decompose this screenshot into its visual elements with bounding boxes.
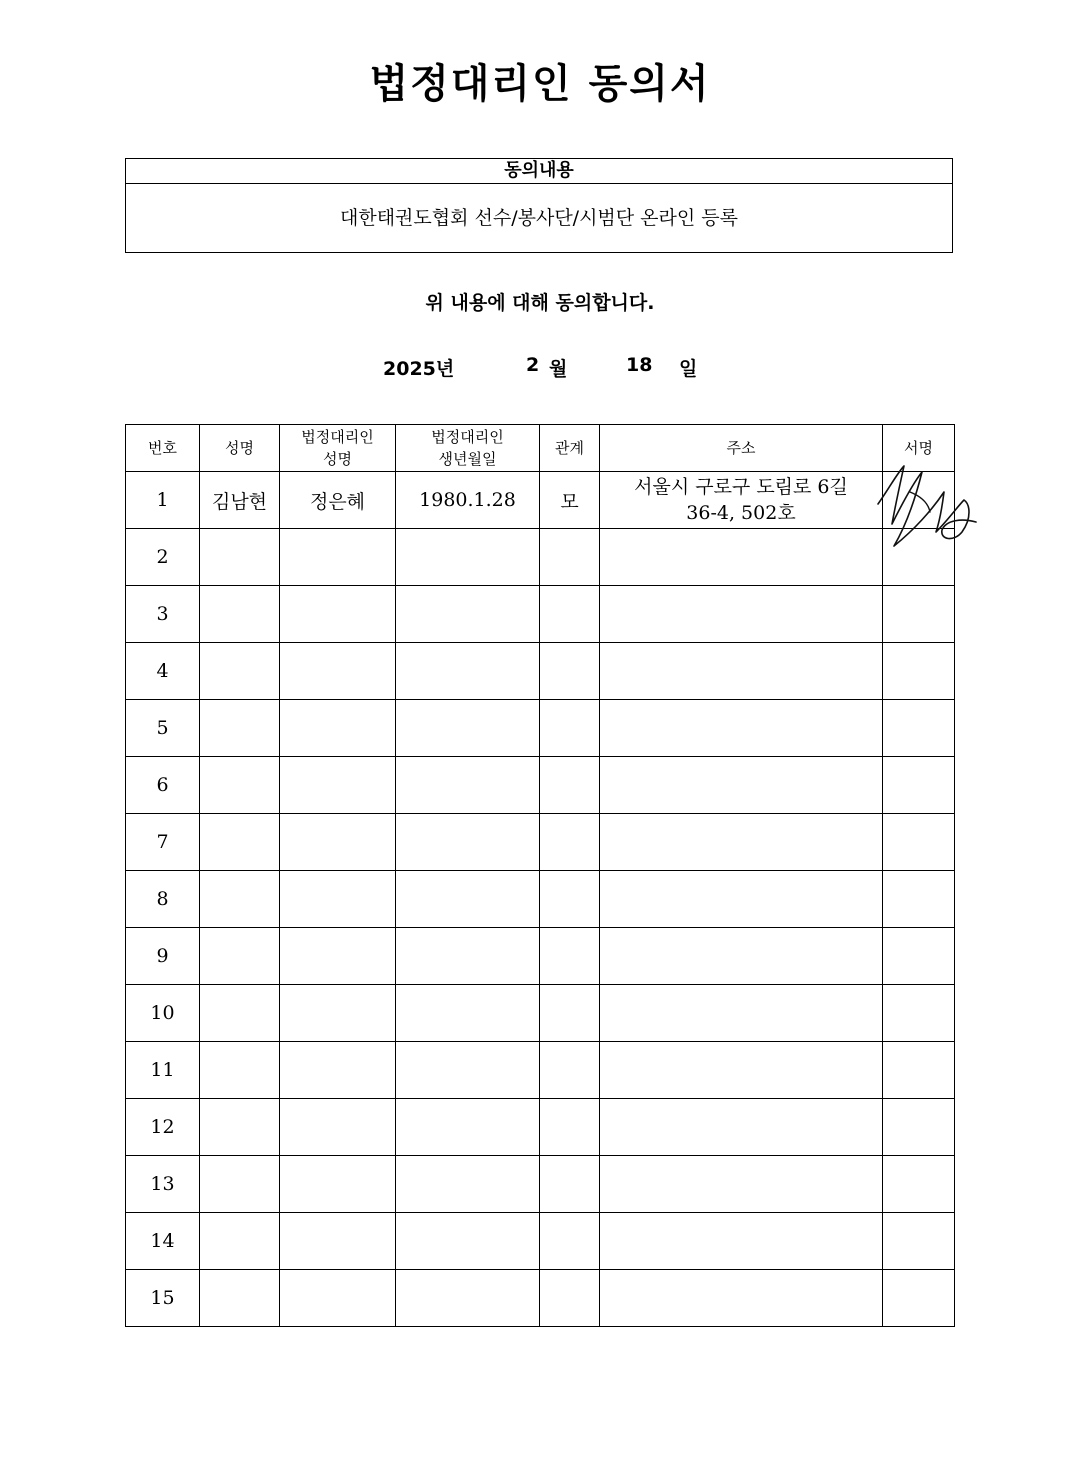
cell-guardian-birth bbox=[396, 871, 540, 928]
cell-guardian-birth bbox=[396, 928, 540, 985]
cell-address bbox=[600, 757, 883, 814]
cell-name bbox=[200, 1099, 280, 1156]
table-row bbox=[126, 1042, 955, 1099]
cell-relation bbox=[540, 1270, 600, 1327]
header-relation: 관계 bbox=[540, 425, 600, 472]
cell-no: 2 bbox=[126, 529, 200, 586]
table-row bbox=[126, 643, 955, 700]
cell-signature bbox=[883, 643, 955, 700]
cell-name bbox=[200, 985, 280, 1042]
cell-signature bbox=[883, 1213, 955, 1270]
cell-no: 1 bbox=[126, 472, 200, 529]
cell-no: 15 bbox=[126, 1270, 200, 1327]
table-row bbox=[126, 757, 955, 814]
date-month-value: 2 bbox=[526, 354, 540, 376]
cell-guardian-name bbox=[280, 529, 396, 586]
cell-guardian-birth bbox=[396, 985, 540, 1042]
cell-relation bbox=[540, 871, 600, 928]
document-title: 법정대리인 동의서 bbox=[369, 61, 711, 107]
cell-guardian-name bbox=[280, 871, 396, 928]
cell-relation bbox=[540, 700, 600, 757]
cell-guardian-name: 정은혜 bbox=[280, 472, 396, 529]
cell-no: 14 bbox=[126, 1213, 200, 1270]
cell-no: 9 bbox=[126, 928, 200, 985]
cell-guardian-birth bbox=[396, 1213, 540, 1270]
cell-address bbox=[600, 1156, 883, 1213]
header-no: 번호 bbox=[126, 425, 200, 472]
cell-guardian-birth bbox=[396, 586, 540, 643]
cell-relation bbox=[540, 757, 600, 814]
header-signature: 서명 bbox=[883, 425, 955, 472]
cell-guardian-name bbox=[280, 1270, 396, 1327]
cell-guardian-name bbox=[280, 1099, 396, 1156]
cell-guardian-name bbox=[280, 586, 396, 643]
cell-signature bbox=[883, 814, 955, 871]
date-day-unit: 일 bbox=[679, 358, 698, 380]
cell-signature bbox=[883, 757, 955, 814]
cell-name bbox=[200, 871, 280, 928]
table-row bbox=[126, 1099, 955, 1156]
header-guardian-name bbox=[280, 425, 396, 472]
cell-signature bbox=[883, 928, 955, 985]
cell-guardian-name bbox=[280, 985, 396, 1042]
cell-name bbox=[200, 1213, 280, 1270]
cell-address bbox=[600, 1213, 883, 1270]
table-row bbox=[126, 814, 955, 871]
cell-signature bbox=[883, 985, 955, 1042]
cell-name bbox=[200, 928, 280, 985]
cell-name bbox=[200, 529, 280, 586]
cell-guardian-name bbox=[280, 1213, 396, 1270]
cell-name bbox=[200, 586, 280, 643]
cell-guardian-birth bbox=[396, 757, 540, 814]
table-row bbox=[126, 928, 955, 985]
cell-relation: 모 bbox=[540, 472, 600, 529]
table-row bbox=[126, 1270, 955, 1327]
cell-signature bbox=[883, 1042, 955, 1099]
cell-guardian-name bbox=[280, 1156, 396, 1213]
cell-guardian-name bbox=[280, 700, 396, 757]
cell-guardian-name bbox=[280, 814, 396, 871]
cell-no: 11 bbox=[126, 1042, 200, 1099]
table-row bbox=[126, 586, 955, 643]
cell-address bbox=[600, 814, 883, 871]
table-row bbox=[126, 871, 955, 928]
cell-guardian-birth bbox=[396, 1156, 540, 1213]
table-row bbox=[126, 985, 955, 1042]
consent-header: 동의내용 bbox=[126, 159, 952, 184]
cell-no: 10 bbox=[126, 985, 200, 1042]
header-guardian-birth-line1: 법정대리인 bbox=[431, 428, 504, 446]
address-line2: 36-4, 502호 bbox=[686, 502, 796, 524]
cell-address bbox=[600, 643, 883, 700]
cell-signature bbox=[883, 586, 955, 643]
table-row bbox=[126, 529, 955, 586]
header-name: 성명 bbox=[200, 425, 280, 472]
cell-guardian-birth bbox=[396, 700, 540, 757]
cell-guardian-name bbox=[280, 757, 396, 814]
cell-address bbox=[600, 472, 883, 529]
cell-relation bbox=[540, 1213, 600, 1270]
cell-relation bbox=[540, 643, 600, 700]
cell-relation bbox=[540, 586, 600, 643]
cell-address bbox=[600, 1042, 883, 1099]
cell-relation bbox=[540, 1156, 600, 1213]
table-row bbox=[126, 700, 955, 757]
cell-no: 7 bbox=[126, 814, 200, 871]
cell-no: 13 bbox=[126, 1156, 200, 1213]
guardian-table bbox=[125, 424, 955, 1327]
cell-name bbox=[200, 700, 280, 757]
table-row bbox=[126, 1156, 955, 1213]
address-line1: 서울시 구로구 도림로 6길 bbox=[634, 476, 848, 498]
cell-relation bbox=[540, 814, 600, 871]
cell-name bbox=[200, 1042, 280, 1099]
cell-name bbox=[200, 1270, 280, 1327]
cell-guardian-name bbox=[280, 643, 396, 700]
agreement-text: 위 내용에 대해 동의합니다. bbox=[425, 292, 655, 314]
cell-no: 12 bbox=[126, 1099, 200, 1156]
cell-relation bbox=[540, 1042, 600, 1099]
table-row bbox=[126, 472, 955, 529]
cell-address bbox=[600, 529, 883, 586]
header-guardian-name-line2: 성명 bbox=[323, 450, 352, 468]
cell-guardian-birth bbox=[396, 1042, 540, 1099]
cell-guardian-birth bbox=[396, 814, 540, 871]
cell-no: 5 bbox=[126, 700, 200, 757]
cell-relation bbox=[540, 1099, 600, 1156]
cell-address bbox=[600, 586, 883, 643]
cell-address bbox=[600, 985, 883, 1042]
header-guardian-birth bbox=[396, 425, 540, 472]
cell-guardian-birth bbox=[396, 529, 540, 586]
cell-signature bbox=[883, 871, 955, 928]
cell-guardian-birth bbox=[396, 1099, 540, 1156]
cell-address bbox=[600, 871, 883, 928]
cell-no: 6 bbox=[126, 757, 200, 814]
cell-name bbox=[200, 814, 280, 871]
cell-guardian-birth bbox=[396, 1270, 540, 1327]
cell-address bbox=[600, 1099, 883, 1156]
consent-body: 대한태권도협회 선수/봉사단/시범단 온라인 등록 bbox=[339, 207, 738, 229]
cell-guardian-birth: 1980.1.28 bbox=[396, 472, 540, 529]
cell-no: 4 bbox=[126, 643, 200, 700]
table-header-row bbox=[126, 425, 955, 472]
cell-guardian-name bbox=[280, 1042, 396, 1099]
cell-relation bbox=[540, 928, 600, 985]
cell-no: 8 bbox=[126, 871, 200, 928]
table-row bbox=[126, 1213, 955, 1270]
header-guardian-name-line1: 법정대리인 bbox=[301, 428, 374, 446]
signature-icon bbox=[870, 462, 980, 552]
consent-box bbox=[125, 158, 953, 253]
cell-relation bbox=[540, 529, 600, 586]
header-address: 주소 bbox=[600, 425, 883, 472]
cell-signature bbox=[883, 1156, 955, 1213]
cell-no: 3 bbox=[126, 586, 200, 643]
cell-address bbox=[600, 700, 883, 757]
date-day-value: 18 bbox=[626, 354, 653, 376]
header-guardian-birth-line2: 생년월일 bbox=[438, 450, 497, 468]
cell-name bbox=[200, 757, 280, 814]
cell-guardian-birth bbox=[396, 643, 540, 700]
cell-name bbox=[200, 643, 280, 700]
cell-signature bbox=[883, 700, 955, 757]
date-year: 2025년 bbox=[383, 358, 455, 380]
cell-address bbox=[600, 928, 883, 985]
cell-signature bbox=[883, 1099, 955, 1156]
cell-signature bbox=[883, 1270, 955, 1327]
cell-address bbox=[600, 1270, 883, 1327]
cell-guardian-name bbox=[280, 928, 396, 985]
cell-relation bbox=[540, 985, 600, 1042]
cell-name bbox=[200, 1156, 280, 1213]
cell-name: 김남현 bbox=[200, 472, 280, 529]
date-month-unit: 월 bbox=[549, 358, 568, 380]
